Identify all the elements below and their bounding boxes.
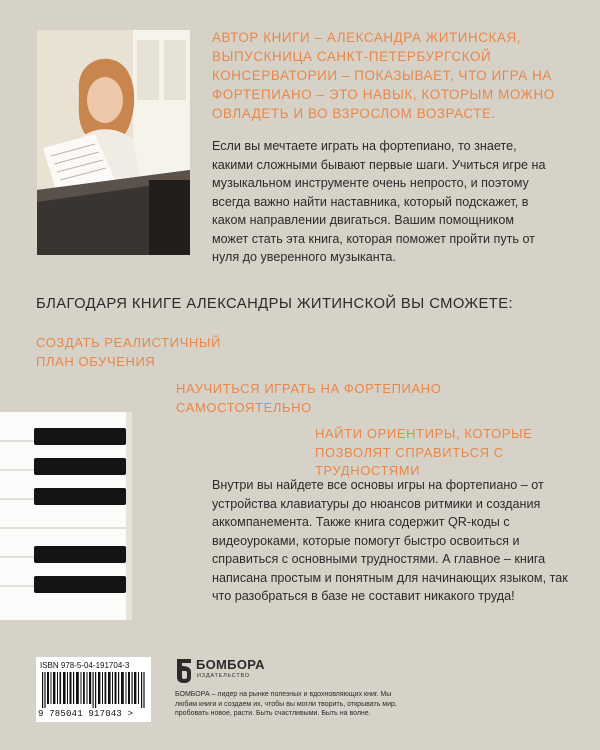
benefit-item: НАУЧИТЬСЯ ИГРАТЬ НА ФОРТЕПИАНО САМОСТОЯТЕЛЬНО xyxy=(176,381,442,415)
barcode-digits: 9 785041 917043 > xyxy=(38,709,134,719)
piano-keys-illustration xyxy=(0,412,132,620)
author-photo xyxy=(37,30,190,255)
publisher-subtitle: ИЗДАТЕЛЬСТВО xyxy=(197,673,250,679)
author-lead-text: АВТОР КНИГИ – АЛЕКСАНДРА ЖИТИНСКАЯ, ВЫПУСКНИЦА САНКТ-ПЕТЕРБУРГСКОЙ КОНСЕРВАТОРИИ – ПОКАЗЫВАЕТ, ЧТО ИГРА НА ФОРТЕПИАНО – ЭТО НАВЫК, КОТОРЫМ МОЖНО ОВЛАДЕТЬ И ВО ВЗРОСЛОМ ВОЗРАСТЕ. xyxy=(212,30,555,121)
author-photo-illustration xyxy=(37,30,190,255)
benefit-item: НАЙТИ ОРИЕНТИРЫ, КОТОРЫЕ ПОЗВОЛЯТ СПРАВИТЬСЯ С ТРУДНОСТЯМИ xyxy=(315,426,533,478)
book-description: Внутри вы найдете все основы игры на фортепиано – от устройства клавиатуры до нюансов ритмики и создания аккомпанемента. Также книга содержит QR-коды с видеоуроками, которые помогут быстро освоиться и справиться с основными трудностями. А главное – книга написана простым и понятным для начинающих языком, так что разобраться в базе не составит никакого труда! xyxy=(212,478,568,603)
barcode-bars-icon xyxy=(42,672,146,708)
bombora-logo-icon xyxy=(175,657,193,685)
barcode xyxy=(36,657,151,722)
publisher-name: БОМБОРА xyxy=(196,657,265,672)
benefit-item: СОЗДАТЬ РЕАЛИСТИЧНЫЙ ПЛАН ОБУЧЕНИЯ xyxy=(36,335,221,369)
author-description: Если вы мечтаете играть на фортепиано, то знаете, какими сложными бывают первые шаги. Учиться игре на музыкальном инструменте очень непросто, и поэтому всегда важно найти наставника, который подскажет, в каком направлении двигаться. Вашим помощником может стать эта книга, которая поможет пройти путь от нуля до уверенного музыканта. xyxy=(212,139,546,264)
benefits-heading: БЛАГОДАРЯ КНИГЕ АЛЕКСАНДРЫ ЖИТИНСКОЙ ВЫ СМОЖЕТЕ: xyxy=(36,296,513,312)
isbn-label: ISBN 978-5-04-191704-3 xyxy=(40,661,130,670)
publisher-blurb: БОМБОРА – лидер на рынке полезных и вдохновляющих книг. Мы любим книги и создаем их, чтобы вы могли творить, открывать мир, пробовать новое, расти. Быть счастливыми. Быть на волне. xyxy=(175,691,397,717)
